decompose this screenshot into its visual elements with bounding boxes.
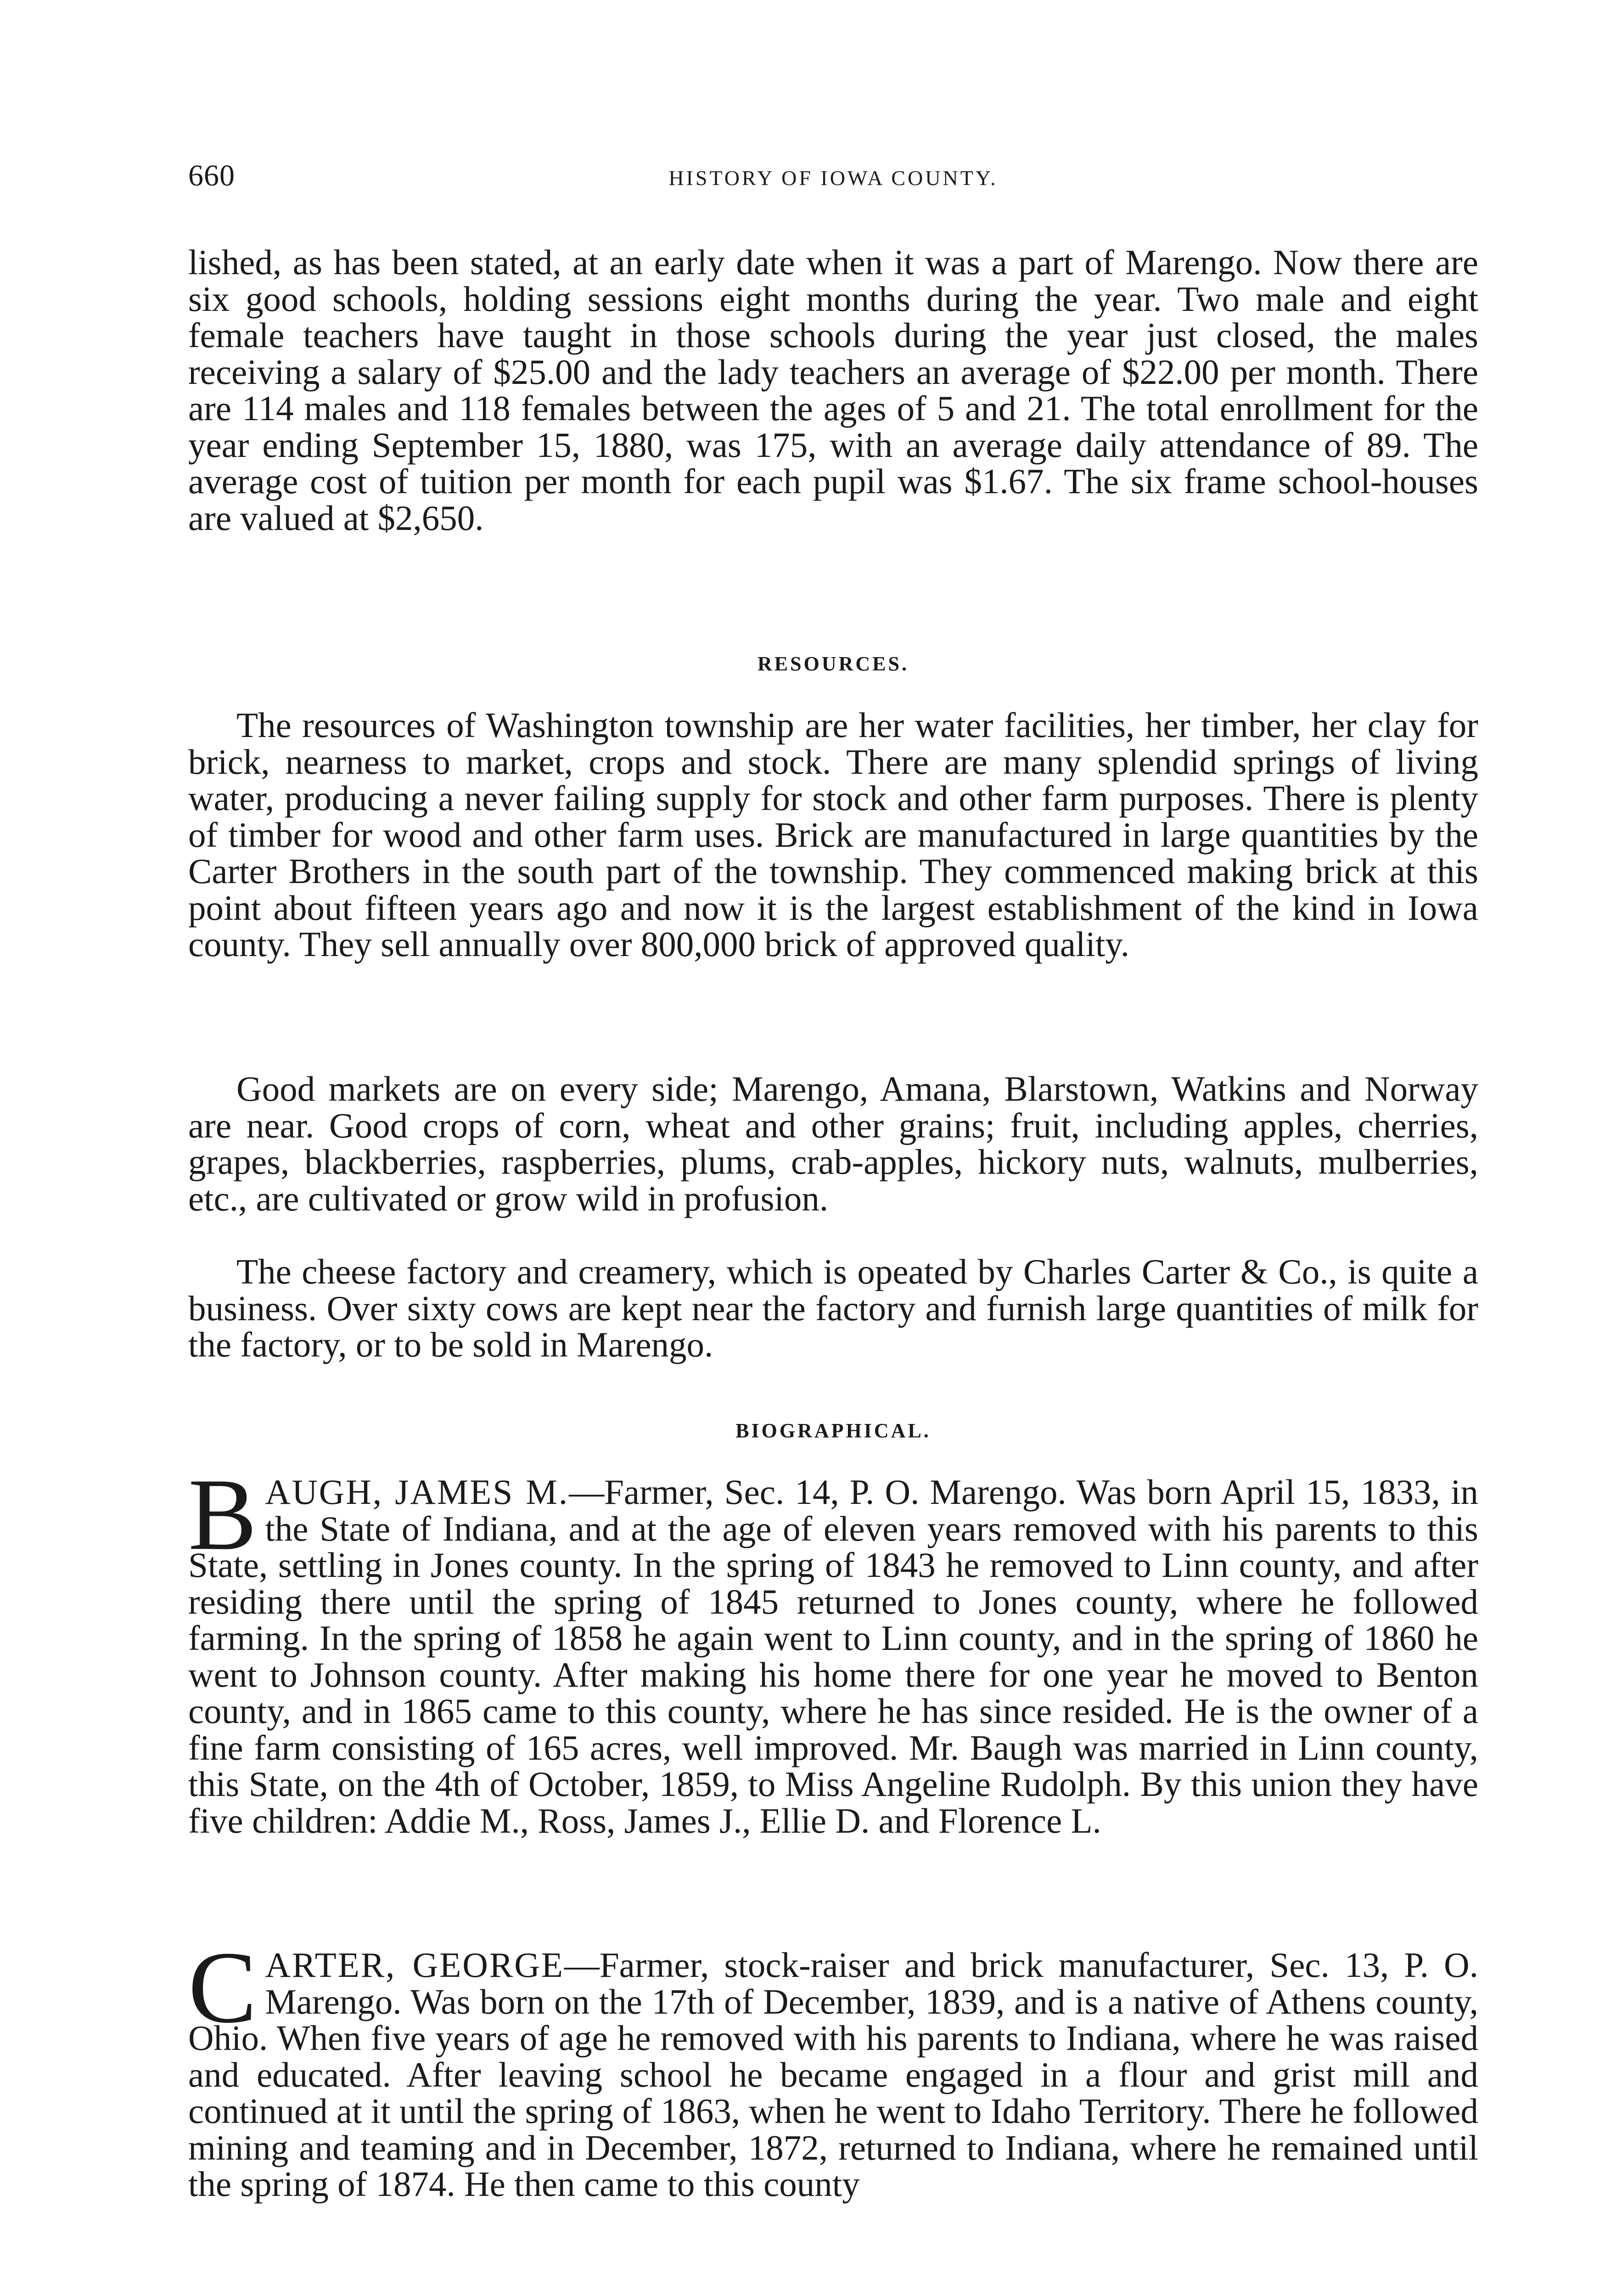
bio-name: ARTER, GEORGE	[265, 1945, 564, 1985]
biographical-heading: BIOGRAPHICAL.	[735, 1419, 931, 1442]
resources-paragraph-2: Good markets are on every side; Marengo, Amana, Blarstown, Watkins and Norway are near. Good crops of corn, wheat and other grains; fruit, including apples, cherries, grapes, blackberries, raspberries, plums, crab-apples, hickory nuts, walnuts, mulberries, etc., are cultivated or grow wild in profusion.	[188, 1069, 1478, 1218]
page-header	[188, 158, 1478, 200]
drop-cap-initial: C	[188, 1930, 257, 2044]
bio-entry-carter	[188, 1930, 1478, 2204]
bio-text: —Farmer, stock-raiser and brick manufacturer, Sec. 13, P. O. Marengo. Was born on the 17th of December, 1839, and is a native of Athens county, Ohio. When five years of age he removed with his parents to Indiana, where he was raised and educated. After leaving school he became engaged in a flour and grist mill and continued at it until the spring of 1863, when he went to Idaho Territory. There he followed mining and teaming and in December, 1872, returned to Indiana, where he remained until the spring of 1874. He then came to this county	[188, 1945, 1478, 2204]
page-number: 660	[188, 159, 235, 192]
drop-cap-initial: B	[188, 1458, 257, 1571]
bio-entry-baugh	[188, 1458, 1478, 1840]
bio-name: AUGH, JAMES M.	[265, 1472, 569, 1512]
bio-text: —Farmer, Sec. 14, P. O. Marengo. Was born April 15, 1833, in the State of Indiana, and at the age of eleven years removed with his parents to this State, settling in Jones county. In the spring of 1843 he removed to Linn county, and after residing there until the spring of 1845 returned to Jones county, where he followed farming. In the spring of 1858 he again went to Linn county, and in the spring of 1860 he went to Johnson county. After making his home there for one year he moved to Benton county, and in 1865 came to this county, where he has since resided. He is the owner of a fine farm consisting of 165 acres, well improved. Mr. Baugh was married in Linn county, this State, on the 4th of October, 1859, to Miss Angeline Rudolph. By this union they have five children: Addie M., Ross, James J., Ellie D. and Florence L.	[188, 1472, 1478, 1840]
resources-paragraph-3: The cheese factory and creamery, which is opeated by Charles Carter & Co., is quite a business. Over sixty cows are kept near the factory and furnish large quantities of milk for the factory, or to be sold in Marengo.	[188, 1252, 1478, 1364]
schools-paragraph: lished, as has been stated, at an early date when it was a part of Marengo. Now there are six good schools, holding sessions eight months during the year. Two male and eight female teachers have taught in those schools during the year just closed, the males receiving a salary of $25.00 and the lady teachers an average of $22.00 per month. There are 114 males and 118 females between the ages of 5 and 21. The total enrollment for the year ending September 15, 1880, was 175, with an average daily attendance of 89. The average cost of tuition per month for each pupil was $1.67. The six frame school-houses are valued at $2,650.	[188, 242, 1478, 538]
resources-paragraph-1: The resources of Washington township are her water facilities, her timber, her clay for brick, nearness to market, crops and stock. There are many splendid springs of living water, producing a never failing supply for stock and other farm purposes. There is plenty of timber for wood and other farm uses. Brick are manufactured in large quantities by the Carter Brothers in the south part of the township. They commenced making brick at this point about fifteen years ago and now it is the largest establishment of the kind in Iowa county. They sell annually over 800,000 brick of approved quality.	[188, 705, 1478, 964]
resources-heading: RESOURCES.	[758, 653, 909, 675]
running-title: HISTORY OF IOWA COUNTY.	[668, 166, 998, 190]
